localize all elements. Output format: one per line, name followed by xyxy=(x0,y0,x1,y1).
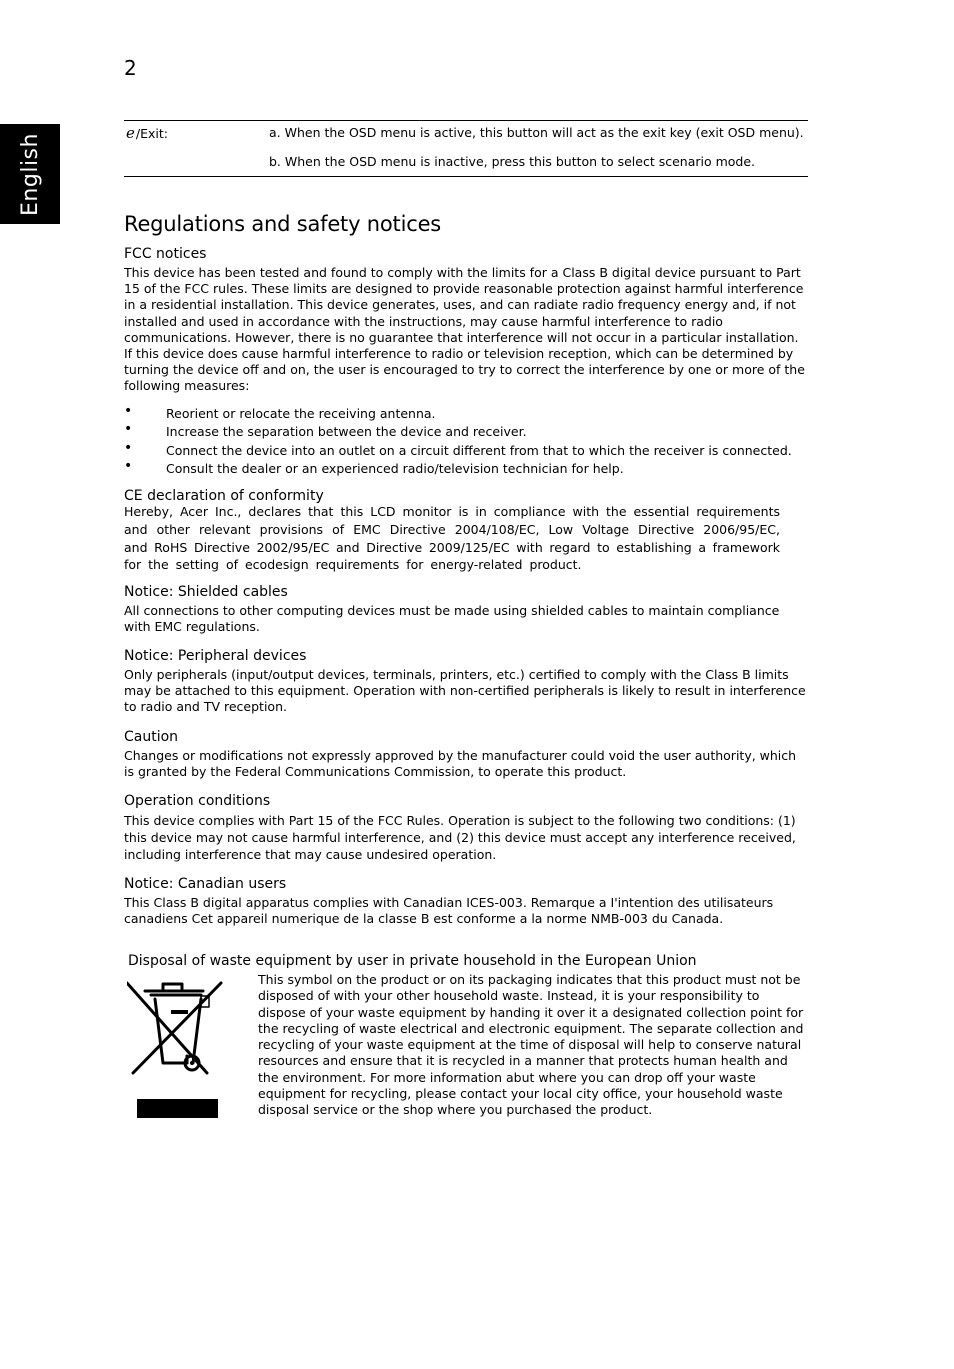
language-side-tab xyxy=(0,124,60,224)
osd-row-a: a. When the OSD menu is active, this button will act as the exit key (exit OSD menu). xyxy=(269,125,804,140)
list-item: • Connect the device into an outlet on a circuit different from that to which the receiver is connected. xyxy=(124,439,792,458)
side-tab-label: English xyxy=(17,132,43,216)
osd-exit-table xyxy=(124,120,808,177)
osd-key-label: /Exit: xyxy=(135,126,168,141)
ce-line: and other relevant provisions of EMC Directive 2004/108/EC, Low Voltage Directive 2006/95/EC, xyxy=(124,521,780,537)
canadian-body: This Class B digital apparatus complies with Canadian ICES-003. Remarque a I'intention des utilisateurs canadiens Cet appareil numerique de la classe B est conforme a la norme NMB-003 du Canada. xyxy=(124,895,774,927)
page-number: 2 xyxy=(124,56,137,80)
ce-line: and RoHS Directive 2002/95/EC and Directive 2009/125/EC with regard to establishing a framework xyxy=(124,539,780,555)
list-item: • Reorient or relocate the receiving antenna. xyxy=(124,402,436,421)
fcc-body: This device has been tested and found to comply with the limits for a Class B digital device pursuant to Part 15 of the FCC rules. These limits are designed to provide reasonable protection against harmful interference in a residential installation. This device generates, uses, and can radiate radio frequency energy and, if not installed and used in accordance with the instructions, may cause harmful interference to radio communications. However, there is no guarantee that interference will not occur in a particular installation. If this device does cause harmful interference to radio or television reception, which can be determined by turning the device off and on, the user is encouraged to try to correct the interference by one or more of the following measures: xyxy=(124,265,805,394)
operation-title: Operation conditions xyxy=(124,793,271,810)
list-item: • Increase the separation between the device and receiver. xyxy=(124,421,527,440)
peripheral-body: Only peripherals (input/output devices, terminals, printers, etc.) certified to comply with the Class B limits may be attached to this equipment. Operation with non-certified peripherals is likely to result in interference to radio and TV reception. xyxy=(124,667,806,715)
list-item: • Consult the dealer or an experienced radio/television technician for help. xyxy=(124,458,624,477)
caution-body: Changes or modifications not expressly approved by the manufacturer could void the user authority, which is granted by the Federal Communications Commission, to operate this product. xyxy=(124,747,797,779)
fcc-title: FCC notices xyxy=(124,246,207,262)
operation-body: This device complies with Part 15 of the FCC Rules. Operation is subject to the following two conditions: (1) this device may not cause harmful interference, and (2) this device must accept any interference received, including interference that may cause undesired operation. xyxy=(124,813,796,863)
ce-line: Hereby, Acer Inc., declares that this LCD monitor is in compliance with the essential requirements xyxy=(124,503,780,519)
osd-row-b: b. When the OSD menu is inactive, press this button to select scenario mode. xyxy=(269,154,756,169)
fcc-measures-list xyxy=(124,402,808,479)
canadian-title: Notice: Canadian users xyxy=(124,876,287,893)
bullet-icon: • xyxy=(124,439,133,456)
bullet-icon: • xyxy=(124,402,133,419)
ce-title: CE declaration of conformity xyxy=(124,487,324,504)
bullet-icon: • xyxy=(124,421,133,438)
osd-exit-key xyxy=(126,124,168,142)
e-key-icon: e xyxy=(126,124,135,142)
caution-title: Caution xyxy=(124,728,179,745)
crossed-out-wheelie-bin-icon xyxy=(127,977,227,1122)
shielded-title: Notice: Shielded cables xyxy=(124,583,288,600)
weee-body: This symbol on the product or on its packaging indicates that this product must not be disposed of with your other household waste. Instead, it is your responsibility to dispose of your waste equipment by handing it over it a designated collection point for the recycling of waste electrical and electronic equipment. The separate collection and recycling of your waste equipment at the time of disposal will help to conserve natural resources and ensure that it is recycled in a manner that protects human health and the environment. For more information abut where you can drop off your waste equipment for recycling, please contact your local city office, your household waste disposal service or the shop where you purchased the product. xyxy=(258,972,804,1118)
weee-title: Disposal of waste equipment by user in private household in the European Union xyxy=(128,953,697,969)
peripheral-title: Notice: Peripheral devices xyxy=(124,648,307,665)
ce-body xyxy=(124,503,780,573)
regulations-section xyxy=(124,212,808,927)
bullet-icon: • xyxy=(124,458,133,475)
ce-line: for the setting of ecodesign requirements for energy-related product. xyxy=(124,556,582,572)
shielded-body: All connections to other computing devices must be made using shielded cables to maintain compliance with EMC regulations. xyxy=(124,602,780,634)
page-title: Regulations and safety notices xyxy=(124,212,442,236)
